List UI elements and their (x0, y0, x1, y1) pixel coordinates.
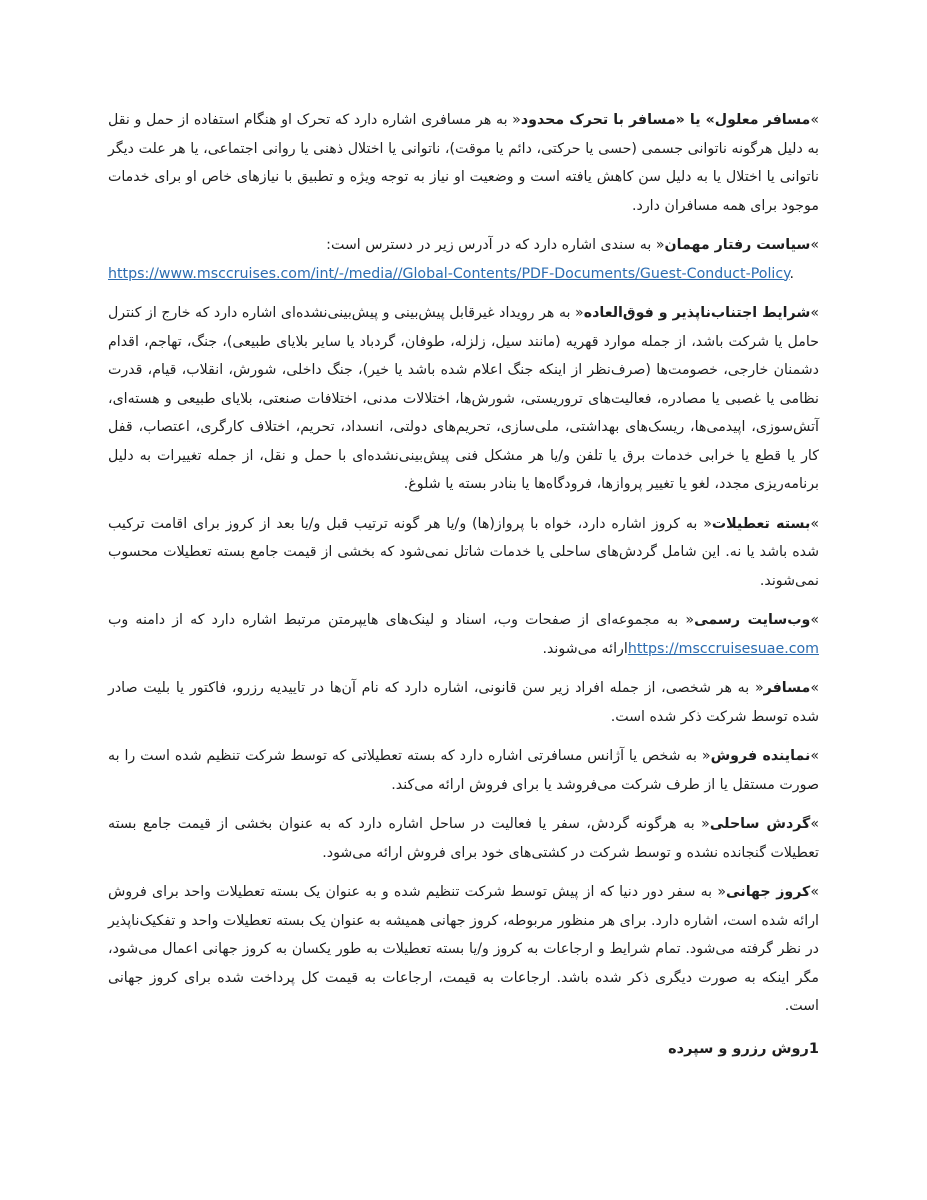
guest-conduct-url-line (108, 260, 819, 289)
quote-mark: » (810, 816, 819, 832)
definition-disabled-passenger (108, 106, 819, 220)
definition-term: بسته تعطیلات (711, 515, 811, 532)
definition-official-website (108, 606, 819, 663)
definition-holiday-package (108, 510, 819, 596)
definition-term: مسافر (763, 680, 811, 696)
definition-term: شرایط اجتناب‌ناپذیر و فوق‌العاده (583, 305, 811, 321)
guest-conduct-policy-link[interactable]: https://www.msccruises.com/int/-/media//Global-Contents/PDF-Documents/Guest-Conduct-Policy (108, 265, 790, 282)
definition-body: « به هر شخصی، از جمله افراد زیر سن قانونی، اشاره دارد که نام آن‌ها در تاییدیه رزرو، فاکتور یا بلیت صادر شده توسط شرکت ذکر شده است. (108, 680, 819, 725)
definition-body-tail: ارائه می‌شوند. (542, 640, 628, 657)
quote-mark: » (810, 237, 819, 253)
definition-sales-agent (108, 742, 819, 799)
definition-body: « به هرگونه گردش، سفر یا فعالیت در ساحل اشاره دارد که به عنوان بخشی از قیمت جامع بسته تعطیلات گنجانده نشده و توسط شرکت در کشتی‌های خود برای فروش ارائه می‌شود. (108, 816, 819, 861)
definition-force-majeure (108, 299, 819, 499)
official-website-link[interactable]: https://msccruisesuae.com (627, 640, 819, 657)
definition-body: « به هر رویداد غیرقابل پیش‌بینی و پیش‌بینی‌نشده‌ای اشاره دارد که خارج از کنترل حامل یا شرکت باشد، از جمله موارد قهریه (مانند سیل، زلزله، طوفان، گردباد یا سایر بلایای طبیعی)، جنگ، تهاجم، اقدام دشمنان خارجی، خصومت‌ها (صرف‌نظر از اینکه جنگ اعلام شده باشد یا خیر)، جنگ داخلی، شورش، انقلاب، قیام، قدرت نظامی یا غصبی یا مصادره، فعالیت‌های تروریستی، شورش‌ها، اختلالات مدنی، اختلافات صنعتی، بلایای طبیعی و هسته‌ای، آتش‌سوزی، اپیدمی‌ها، ریسک‌های بهداشتی، ملی‌سازی، تحریم‌های دولتی، انسداد، تحریم، اختلاف کارگری، اعتصاب، قفل کار یا قطع یا خرابی خدمات برق یا تلفن و/یا هر مشکل فنی پیش‌بینی‌نشده‌ای با حمل و نقل، از جمله تغییرات به دلیل برنامه‌ریزی مجدد، لغو یا تغییر پروازها، فرودگاه‌ها یا بنادر بسته یا شلوغ. (108, 305, 819, 492)
quote-mark: » (810, 680, 819, 696)
definitions-list (108, 106, 819, 1063)
definition-shore-excursion (108, 810, 819, 867)
definition-world-cruise (108, 878, 819, 1021)
definition-term: نماینده فروش (710, 748, 811, 764)
definition-body: « به هر مسافری اشاره دارد که تحرک او هنگام استفاده از حمل و نقل به دلیل هرگونه ناتوانی جسمی (حسی یا حرکتی، دائم یا موقت)، ناتوانی یا اختلال ذهنی یا روانی اجتماعی، یا هر علت دیگر ناتوانی یا اختلال یا به دلیل سن کاهش یافته است و وضعیت او نیاز به توجه ویژه و تطبیق با نیازهای خاص او برای خدمات موجود برای همه مسافران دارد. (108, 112, 819, 214)
trailing-period: . (789, 265, 795, 282)
quote-mark: » (810, 884, 819, 900)
definition-body: « به مجموعه‌ای از صفحات وب، اسناد و لینک‌های هایپرمتن مرتبط اشاره دارد که از دامنه وب (108, 612, 695, 628)
definition-body: « به سندی اشاره دارد که در آدرس زیر در دسترس است: (326, 237, 665, 253)
definition-body: « به سفر دور دنیا که از پیش توسط شرکت تنظیم شده و به عنوان یک بسته تعطیلات واحد برای فروش ارائه شده است، اشاره دارد. برای هر منظور مربوطه، کروز جهانی همیشه به عنوان یک بسته تعطیلات واحد و تفکیک‌ناپذیر در نظر گرفته می‌شود. تمام شرایط و ارجاعات به کروز و/یا بسته تعطیلات به طور یکسان به کروز جهانی اعمال می‌شود، مگر اینکه به صورت دیگری ذکر شده باشد. ارجاعات به قیمت، ارجاعات به قیمت کل پرداخت شده برای کروز جهانی است. (108, 884, 819, 1014)
definition-term: مسافر معلول» یا «مسافر با تحرک محدود (520, 112, 811, 128)
definition-guest-conduct-policy (108, 231, 819, 288)
definition-body: « به شخص یا آژانس مسافرتی اشاره دارد که بسته تعطیلاتی که توسط شرکت تنظیم شده است را به صورت مستقل یا از طرف شرکت می‌فروشد یا برای فروش ارائه می‌کند. (108, 748, 819, 793)
quote-mark: » (810, 612, 819, 628)
definition-term: سیاست رفتار مهمان (664, 237, 811, 253)
definition-term: وب‌سایت رسمی (694, 612, 811, 628)
quote-mark: » (810, 515, 819, 532)
section-heading: 1روش رزرو و سپرده (668, 1040, 819, 1057)
definition-term: کروز جهانی (726, 884, 811, 900)
definition-passenger (108, 674, 819, 731)
definition-body: « به کروز اشاره دارد، خواه با پرواز(ها) و/یا هر گونه ترتیب قبل و/یا بعد از کروز برای اقامت ترکیب شده باشد یا نه. این شامل گردش‌های ساحلی یا خدمات شاتل نمی‌شود که بخشی از قیمت جامع بسته تعطیلات محسوب نمی‌شوند. (108, 515, 819, 589)
definition-term: گردش ساحلی (709, 816, 811, 832)
quote-mark: » (810, 748, 819, 764)
quote-mark: » (810, 305, 819, 321)
quote-mark: » (810, 112, 819, 128)
